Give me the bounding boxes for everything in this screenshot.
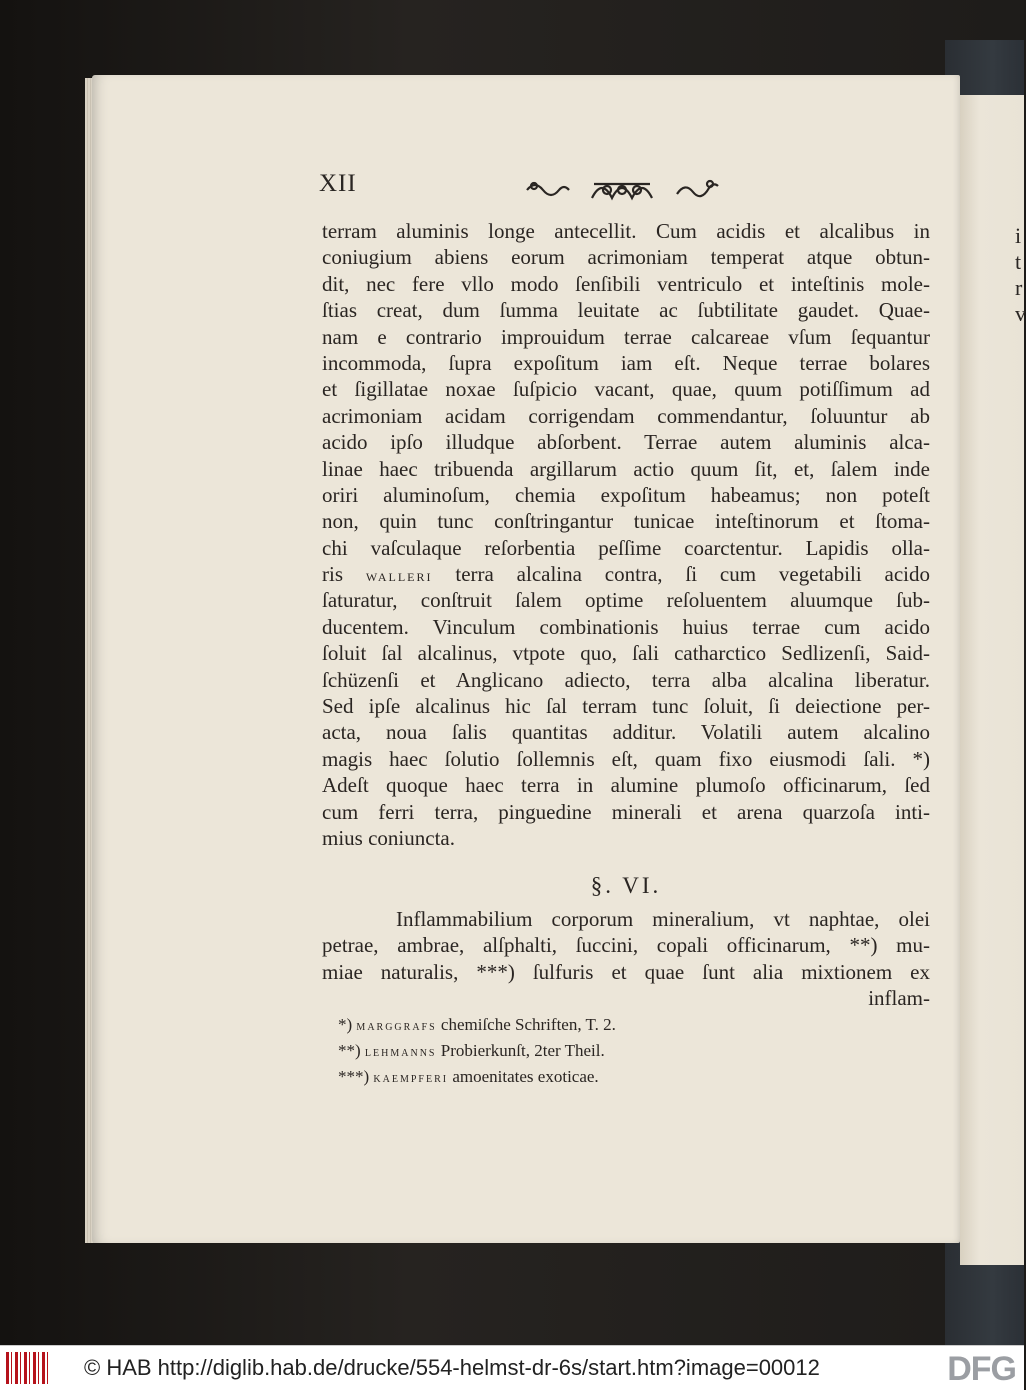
text-line: ducentem. Vinculum combinationis huius terrae cum acido [322,614,930,639]
footnote-author: marggrafs [356,1019,437,1034]
author-name: walleri [365,566,433,586]
text-line: non, quin tunc conſtringantur tunicae inteſtinorum et ſtoma- [322,509,930,534]
adjacent-page [960,95,1024,1265]
footnote-mark: **) [338,1041,361,1060]
text-line: Inflammabilium corporum mineralium, vt naphtae, olei [396,907,930,931]
printer-ornament-icon [522,176,722,204]
text-line [322,561,930,587]
catchword: inflam- [868,986,930,1011]
text-line: dit, nec fere vllo modo ſenſibili ventriculo et inteſtinis mole- [322,271,930,296]
library-logo-icon [6,1352,48,1384]
text-line: petrae, ambrae, alſphalti, ſuccini, copali officinarum, **) mu- [322,933,930,958]
page-header [319,170,919,210]
section-text [322,906,930,1012]
copyright-url[interactable]: © HAB http://diglib.hab.de/drucke/554-helmst-dr-6s/start.htm?image=00012 [84,1355,820,1380]
footnote-mark: ***) [338,1067,370,1086]
text-line: ſtias creat, dum ſumma leuitate ac ſubtilitate gaudet. Quae- [322,298,930,323]
viewer-footer [0,1345,1024,1390]
text-line: miae naturalis, ***) ſulfuris et quae ſunt alia mixtionem ex [322,959,930,984]
text-line: coniugium abiens eorum acrimoniam temperat atque obtun- [322,245,930,270]
text-line: ſchüzenſi et Anglicano adiecto, terra alba alcalina liberatur. [322,667,930,692]
adjacent-page-fragment: i [1015,223,1022,248]
footnote-text: chemiſche Schriften, T. 2. [436,1015,616,1034]
text-line: ſaturatur, conſtruit ſalem optime reſoluentem aluumque ſub- [322,588,930,613]
text-line: acrimoniam acidam corrigendam commendantur, ſoluuntur ab [322,403,930,428]
text-line: linae haec tribuenda argillarum actio quum ſit, et, ſalem inde [322,456,930,481]
text-line: chi vaſculaque reſorbentia peſſime coarctentur. Lapidis olla- [322,535,930,560]
text-line: acta, noua ſalis quantitas additur. Volatili autem alcalino [322,720,930,745]
adjacent-page-fragment: r [1015,275,1023,300]
footnote-author: kaempferi [373,1071,449,1086]
section-heading: §. VI. [590,873,662,898]
dfg-logo: DFG [947,1350,1016,1388]
footnote [338,1038,838,1064]
footnote [338,1064,838,1090]
text-line: terram aluminis longe antecellit. Cum acidis et alcalibus in [322,219,930,243]
text-line: Sed ipſe alcalinus hic ſal terram tunc ſoluit, ſi deiectione per- [322,694,930,719]
page-number: XII [319,170,357,197]
main-text [322,218,931,1011]
text-fragment: ris [322,562,366,587]
text-line: ſoluit ſal alcalinus, vtpote quo, ſali catharctico Sedlizenſi, Said- [322,641,930,666]
footnote [338,1012,838,1038]
text-line: et ſigillatae noxae ſuſpicio vacant, quae, quum potiſſimum ad [322,377,930,402]
text-line: cum ferri terra, pinguedine minerali et arena quarzoſa inti- [322,799,930,824]
text-line: nam e contrario improuidum terrae calcareae vſum ſequantur [322,324,930,349]
footnote-text: Probierkunſt, 2ter Theil. [436,1041,605,1060]
adjacent-page-fragment: t [1015,249,1022,274]
adjacent-page-fragment: v [1015,301,1026,326]
footnote-mark: *) [338,1015,353,1034]
text-line: incommoda, ſupra expoſitum iam eſt. Neque terrae bolares [322,350,930,375]
text-line: mius coniuncta. [322,825,455,850]
text-line: Adeſt quoque haec terra in alumine plumoſo officinarum, ſed [322,773,930,798]
footnote-author: lehmanns [364,1045,437,1060]
text-line: magis haec ſolutio ſollemnis eſt, quam fixo eiusmodi ſali. *) [322,746,930,771]
footnote-text: amoenitates exoticae. [448,1067,599,1086]
text-line: acido ipſo illudque abſorbent. Terrae autem aluminis alca- [322,430,930,455]
footnotes [338,1012,838,1090]
text-fragment: terra alcalina contra, ſi cum vegetabili acido [432,562,931,587]
text-line: oriri aluminoſum, chemia expoſitum habeamus; non poteſt [322,482,930,507]
